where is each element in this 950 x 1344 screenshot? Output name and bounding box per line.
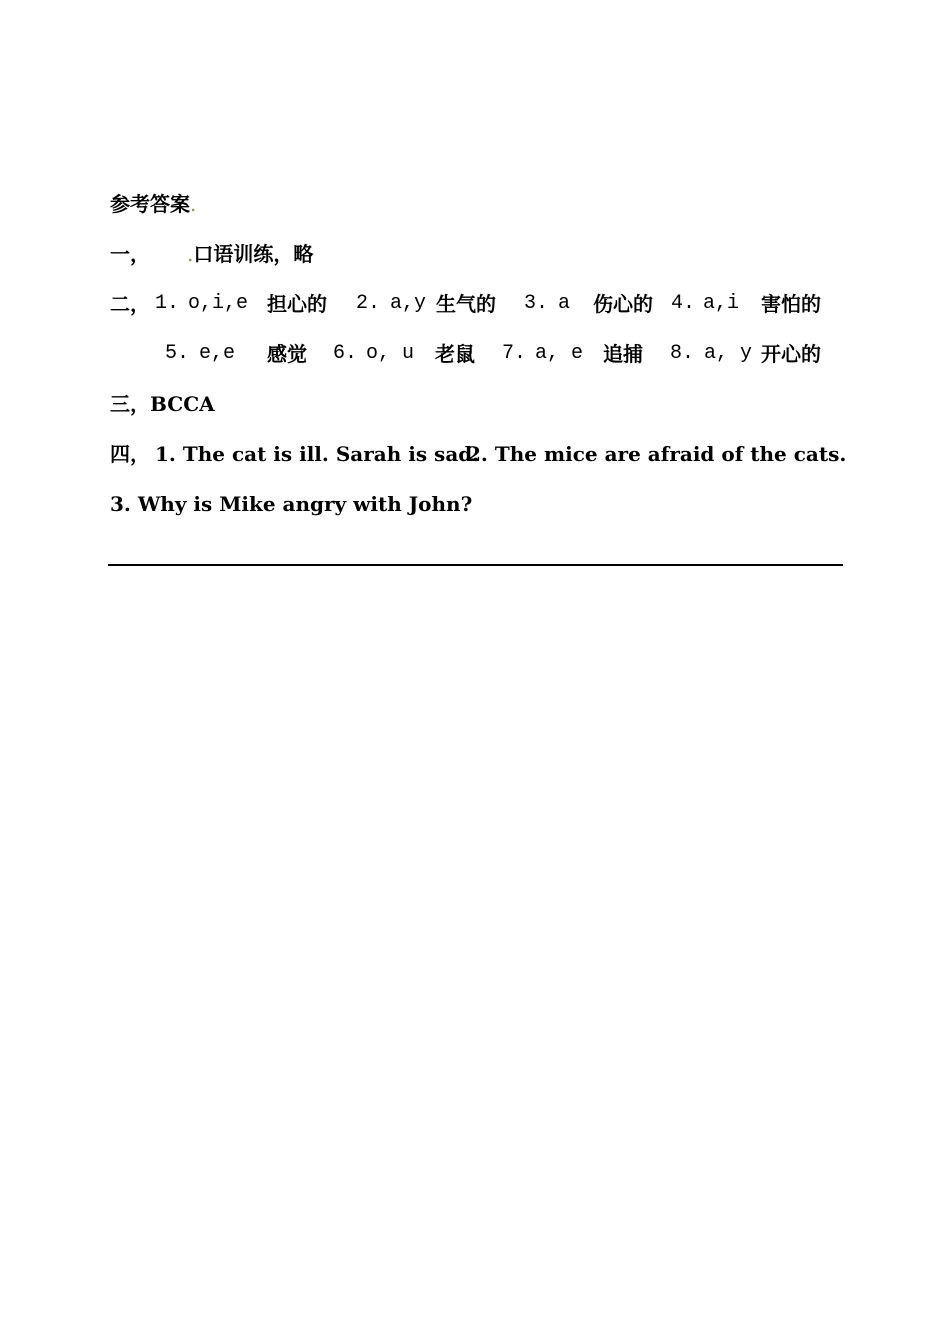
section-1-text: 口语训练，略 — [193, 242, 314, 266]
answer-num: 7. — [502, 342, 527, 365]
answer-num: 3. — [524, 292, 549, 315]
answer-letters: a, e — [535, 342, 584, 365]
section-2-label: 二， — [110, 292, 150, 316]
section-1 — [110, 242, 313, 266]
answer-word: 开心的 — [761, 342, 821, 366]
answer-num: 5. — [165, 342, 190, 365]
answer-letters: o, u — [366, 342, 415, 365]
answer-word: 害怕的 — [761, 292, 821, 316]
decorative-dot: . — [190, 192, 197, 216]
answer-word: 担心的 — [267, 292, 327, 316]
answer-word: 感觉 — [267, 342, 307, 366]
answer-word: 伤心的 — [593, 292, 653, 316]
answer-letters: a, y — [704, 342, 753, 365]
answer-num: 8. — [670, 342, 695, 365]
answer-sentence-3: 3. Why is Mike angry with John? — [110, 492, 473, 516]
answer-sentence-2: 2. The mice are afraid of the cats. — [467, 442, 847, 466]
decorative-dot: . — [186, 242, 194, 266]
answer-letters: o,i,e — [188, 292, 249, 315]
page-title — [110, 192, 196, 216]
section-3 — [110, 392, 215, 416]
answer-word: 追捕 — [603, 342, 643, 366]
answer-num: 1. — [155, 292, 180, 315]
horizontal-divider — [108, 564, 843, 566]
section-1-label: 一， — [110, 242, 150, 266]
section-4-label: 四， — [110, 442, 150, 466]
answer-word: 生气的 — [436, 292, 496, 316]
answer-num: 2. — [356, 292, 381, 315]
answer-sentence-1: 1. The cat is ill. Sarah is sad. — [155, 442, 480, 466]
answer-letters: a,i — [703, 292, 740, 315]
answer-num: 4. — [671, 292, 696, 315]
answer-letters: e,e — [199, 342, 236, 365]
answer-word: 老鼠 — [435, 342, 475, 366]
section-3-text: BCCA — [150, 392, 215, 416]
answer-letters: a,y — [390, 292, 427, 315]
answer-num: 6. — [333, 342, 358, 365]
section-3-label: 三， — [110, 392, 150, 416]
page-title-text: 参考答案 — [110, 192, 190, 216]
answer-letters: a — [558, 292, 571, 315]
